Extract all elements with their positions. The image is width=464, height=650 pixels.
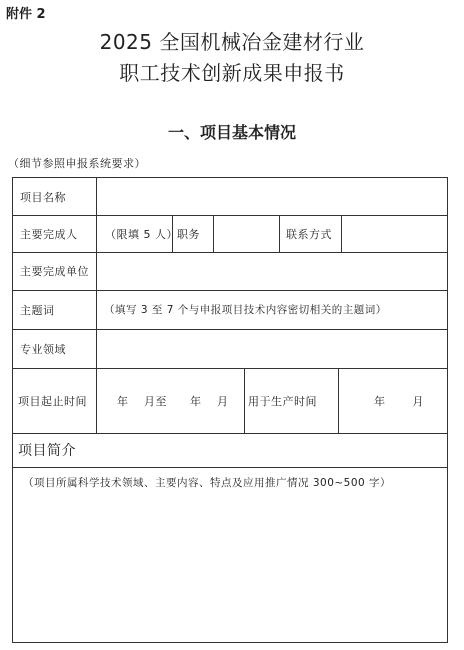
cell-divider — [244, 368, 245, 433]
main-unit-field[interactable] — [97, 252, 448, 290]
summary-label: 项目简介 — [18, 443, 76, 459]
contact-label: 联系方式 — [286, 227, 332, 241]
summary-field[interactable] — [14, 494, 447, 642]
keywords-label: 主题词 — [20, 303, 55, 317]
position-label: 职务 — [177, 227, 200, 241]
project-name-field[interactable] — [97, 178, 448, 215]
period-value: 年 月至 年 月 — [117, 394, 229, 408]
main-contributors-label: 主要完成人 — [20, 227, 78, 241]
period-label: 项目起止时间 — [18, 394, 87, 408]
label-column-divider — [96, 178, 97, 433]
production-time-value: 年 月 — [374, 394, 424, 408]
position-field[interactable] — [214, 215, 279, 252]
main-unit-label: 主要完成单位 — [20, 265, 89, 278]
document-title-line2: 职工技术创新成果申报书 — [119, 61, 345, 85]
attachment-label: 附件 2 — [6, 7, 46, 22]
project-info-table — [12, 177, 448, 643]
document-title-line1: 2025 全国机械冶金建材行业 — [99, 30, 365, 54]
cell-divider — [279, 215, 280, 252]
production-time-label: 用于生产时间 — [248, 394, 317, 408]
row-divider — [13, 433, 447, 434]
contributors-limit-hint: （限填 5 人） — [105, 227, 178, 241]
keywords-hint: （填写 3 至 7 个与申报项目技术内容密切相关的主题词） — [104, 304, 387, 316]
cell-divider — [338, 368, 339, 433]
system-note: （细节参照申报系统要求） — [8, 157, 146, 170]
row-divider — [13, 467, 447, 468]
project-name-label: 项目名称 — [20, 190, 66, 204]
contact-field[interactable] — [342, 215, 448, 252]
field-field[interactable] — [97, 329, 448, 368]
field-label: 专业领域 — [20, 342, 66, 356]
summary-hint: （项目所属科学技术领域、主要内容、特点及应用推广情况 300~500 字） — [23, 476, 392, 489]
section-heading: 一、项目基本情况 — [167, 123, 296, 142]
